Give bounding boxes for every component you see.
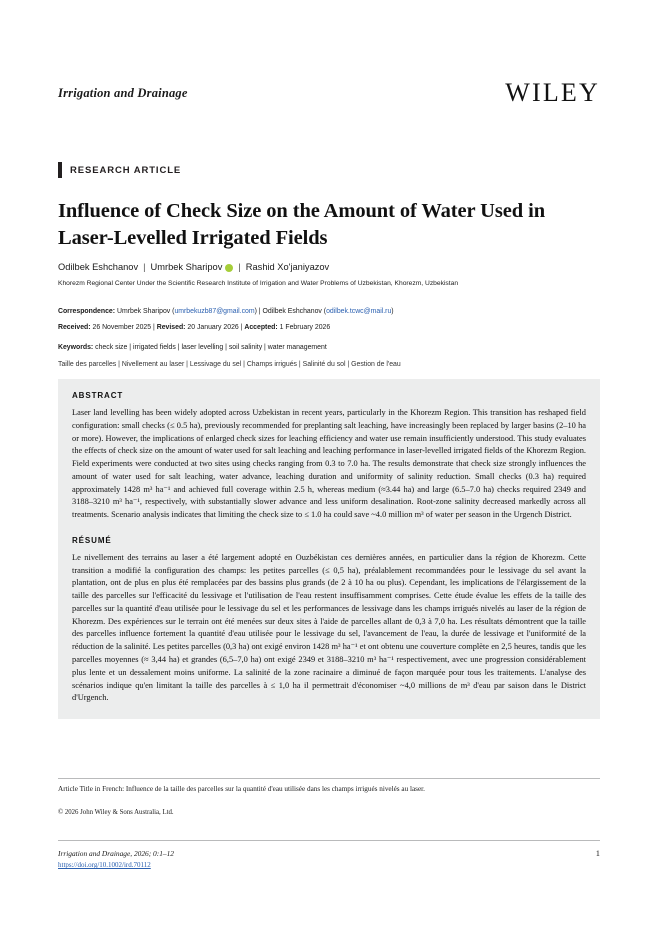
footer-citation-block — [58, 848, 174, 871]
author-name: Rashid Xo'janiyazov — [245, 262, 330, 272]
author-list — [58, 262, 588, 272]
journal-name: Irrigation and Drainage — [58, 86, 188, 100]
correspondence-text: ) — [391, 308, 394, 315]
resume-heading: RÉSUMÉ — [72, 535, 112, 545]
abstract-text: Laser land levelling has been widely adopted across Uzbekistan in recent years, particularly in the Khorezm Region. This transition has reshaped field configuration: small checks (≤ 0.5 ha), previously recommended for preplanting salt leaching, have increasingly been replaced by larger basins (2–10 ha or more). However, the implications of enlarged check sizes for leaching efficiency and water use remain insufficiently understood. This study evaluates the effects of check size on the amount of water used for salt leaching and leaching performance in laser-levelled irrigated fields of the Khorezm Region. Field experiments were conducted at two sites using checks ranging from 0.3 to 7.0 ha. The results demonstrate that check size strongly influences the amount of water used for salt leaching, water advance, leaching duration and uniformity of salinity reduction. Small checks (0.3 ha) required approximately 1428 m³ ha⁻¹ and achieved full coverage within 2.5 h, whereas medium (≈3.44 ha) and large (6.5–7.0 ha) checks required 2349 and 3188–3210 m³ ha⁻¹, respectively, with substantially slower advance and less uniform desalination. Root-zone salinity decreased markedly across all treatments. Scenario analysis indicates that limiting the check size to ≤ 1.0 ha could save ~4.0 million m³ of water per season in the Urgench District. — [72, 408, 586, 520]
footer-divider-top — [58, 778, 600, 779]
abstract-box — [58, 379, 600, 719]
author-separator: | — [143, 262, 146, 272]
footer-citation: Irrigation and Drainage, 2026; 0:1–12 — [58, 849, 174, 858]
abstract-heading: ABSTRACT — [72, 391, 124, 400]
page-content — [58, 0, 600, 933]
received-value: 26 November 2025 — [92, 324, 152, 331]
author-name: Odilbek Eshchanov — [58, 262, 139, 272]
received-label: Received: — [58, 324, 91, 331]
page-number: 1 — [595, 848, 600, 858]
copyright-note: © 2026 John Wiley & Sons Australia, Ltd. — [58, 809, 174, 816]
page-title: Influence of Check Size on the Amount of Water Used in Laser-Levelled Irrigated Fields — [58, 200, 545, 250]
keywords-fr-value: Taille des parcelles | Nivellement au laser | Lessivage du sel | Champs irrigués | Salinité du sol | Gestion de l'eau — [58, 361, 401, 368]
accepted-label: Accepted: — [244, 324, 278, 331]
correspondence-line — [58, 307, 588, 317]
author-separator: | — [238, 262, 241, 272]
footer-divider-bottom — [58, 840, 600, 841]
keywords-label: Keywords: — [58, 344, 94, 351]
revised-value: 20 January 2026 — [187, 324, 239, 331]
affiliation: Khorezm Regional Center Under the Scientific Research Institute of Irrigation and Water Problems of Uzbekistan, Khorezm, Uzbekistan — [58, 280, 459, 287]
correspondence-text: ) | Odilbek Eshchanov ( — [254, 308, 327, 315]
date-separator: | — [153, 324, 155, 331]
keywords-value: check size | irrigated fields | laser levelling | soil salinity | water management — [95, 344, 327, 351]
correspondence-text: Umrbek Sharipov ( — [116, 308, 175, 315]
wiley-logo: WILEY — [505, 78, 600, 107]
revised-label: Revised: — [156, 324, 186, 331]
french-title-note: Article Title in French: Influence de la taille des parcelles sur la quantité d'eau utilisée dans les champs irrigués nivelés au laser. — [58, 785, 425, 793]
accepted-value: 1 February 2026 — [279, 324, 331, 331]
date-separator: | — [240, 324, 243, 331]
correspondence-email-link-secondary[interactable]: odilbek.tcwc@mail.ru — [326, 308, 392, 315]
article-type-row — [58, 162, 181, 178]
article-type-bar — [58, 162, 62, 178]
correspondence-label: Correspondence: — [58, 308, 116, 315]
dates-line — [58, 323, 588, 333]
page-header — [58, 78, 600, 118]
resume-text: Le nivellement des terrains au laser a été largement adopté en Ouzbékistan ces dernières années, en particulier dans la région de Khorezm. Cette transition a modifié la configuration des champs: les petites parcelles (≤ 0,5 ha), préalablement recommandées pour le lessivage du sel avant la plantation, ont de plus en plus été remplacées par des bassins plus grands (de 2 à 10 ha ou plus). Cependant, les implications de l'élargissement de la taille des parcelles sur l'efficacité du lessivage et l'utilisation de l'eau restent insuffisamment comprises. Cette étude évalue les effets de la taille des parcelles sur la quantité d'eau utilisée pour le lessivage du sel et les performances de lessivage dans les champs irrigués nivelés au laser de la région de Khorezm. Des expériences sur le terrain ont été menées sur deux sites à l'aide de parcelles allant de 0,3 à 7,0 ha. Les résultats démontrent que la taille des parcelles influence fortement la quantité d'eau utilisée pour le lessivage du sel, l'avancement de l'eau, la durée de lessivage et l'uniformité de la réduction de la salinité. Les petites parcelles (0,3 ha) ont exigé environ 1428 m³ ha⁻¹ et ont obtenu une couverture complète en 2,5 heures, tandis que les parcelles moyennes (≈ 3,44 ha) et grandes (6,5–7,0 ha) ont exigé 2349 et 3188–3210 m³ ha⁻¹ respectivement, avec une progression considérablement plus lente et un dessalement moins uniforme. La salinité de la zone racinaire a diminué de façon marquée pour tous les traitements. L'analyse des scénarios indique qu'en limitant la taille des parcelles à ≤ 1,0 ha il permettrait d'économiser ~4,0 millions de m³ d'eau par saison dans le District d'Urgench. — [72, 552, 586, 703]
orcid-icon[interactable] — [225, 264, 233, 272]
doi-link[interactable]: https://doi.org/10.1002/ird.70112 — [58, 861, 151, 870]
keywords-fr-line — [58, 360, 588, 370]
correspondence-email-link[interactable]: umrbekuzb87@gmail.com — [174, 308, 255, 315]
article-type-label: RESEARCH ARTICLE — [70, 164, 182, 176]
author-name: Umrbek Sharipov — [150, 262, 223, 272]
keywords-line — [58, 343, 588, 353]
